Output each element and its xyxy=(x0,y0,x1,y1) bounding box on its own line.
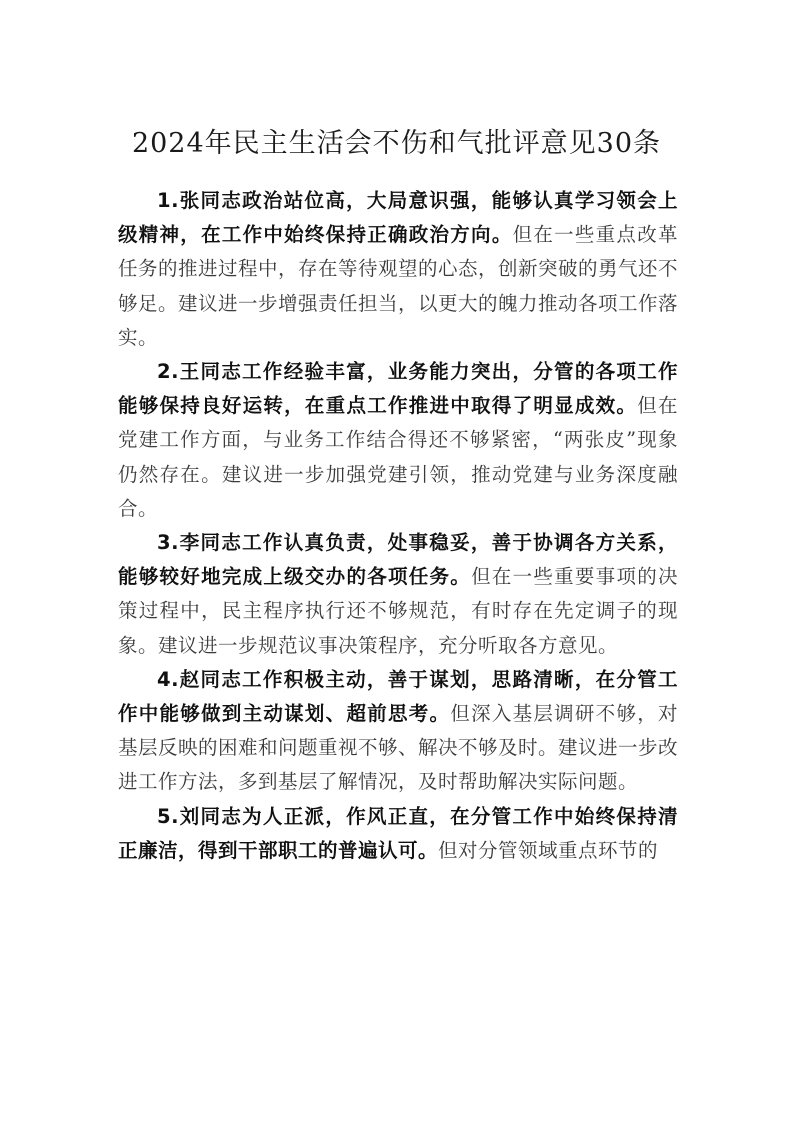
paragraph-lead: 3.李同志工作认真负责，处事稳妥，善于协调各方关系，能够较好地完成上级交办的各项任务。 xyxy=(118,531,678,589)
paragraph-lead: 1.张同志政治站位高，大局意识强，能够认真学习领会上级精神，在工作中始终保持正确政治方向。 xyxy=(118,189,678,247)
paragraph-4 xyxy=(118,663,678,800)
document-title: 2024年民主生活会不伤和气批评意见30条 xyxy=(131,128,662,159)
paragraph-lead: 5.刘同志为人正派，作风正直，在分管工作中始终保持清正廉洁，得到干部职工的普遍认可。 xyxy=(118,804,678,862)
paragraph-text: 但深入基层调研不够，对基层反映的困难和问题重视不够、解决不够及时。建议进一步改进工作方法，多到基层了解情况，及时帮助解决实际问题。 xyxy=(118,702,679,794)
paragraph-2 xyxy=(118,355,678,526)
paragraph-text: 但在一些重点改革任务的推进过程中，存在等待观望的心态，创新突破的勇气还不够足。建议进一步增强责任担当，以更大的魄力推动各项工作落实。 xyxy=(118,223,679,349)
paragraph-3 xyxy=(118,526,678,663)
paragraph-text: 但对分管领域重点环节的 xyxy=(438,838,659,862)
paragraph-text: 但在党建工作方面，与业务工作结合得还不够紧密，“两张皮”现象仍然存在。建议进一步加强党建引领，推动党建与业务深度融合。 xyxy=(118,394,678,520)
paragraph-5 xyxy=(118,800,678,868)
paragraph-1 xyxy=(118,184,678,355)
paragraph-lead: 2.王同志工作经验丰富，业务能力突出，分管的各项工作能够保持良好运转，在重点工作推进中取得了明显成效。 xyxy=(118,360,678,418)
paragraph-lead: 4.赵同志工作积极主动，善于谋划，思路清晰，在分管工作中能够做到主动谋划、超前思考。 xyxy=(118,667,678,726)
paragraph-text: 但在一些重要事项的决策过程中，民主程序执行还不够规范，有时存在先定调子的现象。建议进一步规范议事决策程序，充分听取各方意见。 xyxy=(118,565,678,657)
document-body xyxy=(118,184,678,868)
